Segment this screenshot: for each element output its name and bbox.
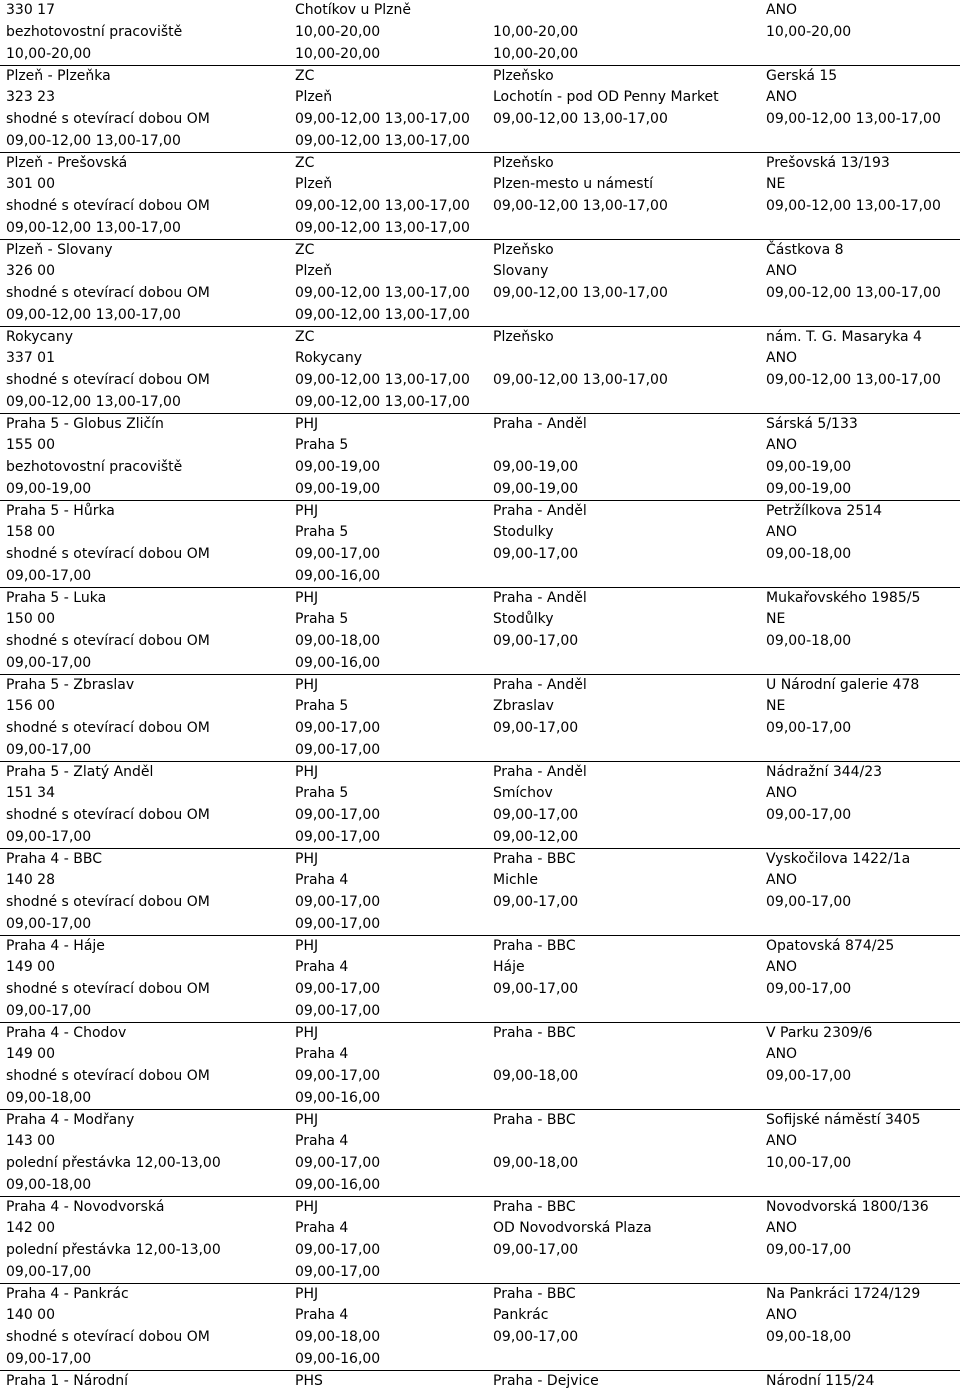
branch-hours-row [0,566,960,588]
branch-header-row [0,65,960,87]
branch-note: shodné s otevírací dobou OM [6,980,210,997]
branch-street: Nádražní 344/23 [766,764,883,781]
branch-type: PHJ [295,503,319,520]
hours-cell: 09,00-12,00 13,00-17,00 [6,393,181,410]
branch-hours-row [0,544,960,566]
hours-cell: 09,00-12,00 13,00-17,00 [295,110,470,127]
hours-cell: 10,00-20,00 [493,23,579,40]
branch-hours-row [0,1153,960,1175]
branch-region: Praha - BBC [493,851,576,868]
branch-type: PHJ [295,1112,319,1129]
branch-zip: 326 00 [6,263,55,279]
branch-name: Praha 5 - Zlatý Anděl [6,764,154,781]
hours-cell: 09,00-12,00 13,00-17,00 [6,132,181,149]
branch-city: Praha 4 [295,1133,349,1149]
branch-flag: ANO [766,437,798,453]
branch-flag: ANO [766,959,798,975]
branch-header-row [0,413,960,435]
branch-city: Rokycany [295,350,362,366]
hours-cell: 09,00-17,00 [295,915,381,932]
branch-city: Praha 4 [295,1220,349,1236]
branch-type: PHJ [295,590,319,607]
hours-cell: 09,00-17,00 [295,545,381,562]
branch-type: PHJ [295,764,319,781]
hours-cell: 09,00-18,00 [6,1089,92,1106]
branch-city: Praha 5 [295,437,349,453]
branch-header-row [0,326,960,348]
branch-note: shodné s otevírací dobou OM [6,632,210,649]
branch-hours-row [0,914,960,936]
branch-address-row [0,1218,960,1240]
branch-note: shodné s otevírací dobou OM [6,893,210,910]
branch-city: Praha 5 [295,698,349,714]
branch-address-row [0,261,960,283]
hours-cell: 09,00-18,00 [493,1154,579,1171]
branch-name: Praha 5 - Luka [6,590,107,607]
hours-cell: 09,00-12,00 13,00-17,00 [6,219,181,236]
hours-cell: 09,00-17,00 [295,806,381,823]
branch-hours-row [0,1349,960,1371]
hours-cell: 09,00-12,00 13,00-17,00 [766,110,941,127]
hours-cell: 09,00-17,00 [6,828,92,845]
branch-hours-row [0,1175,960,1197]
branch-name: Praha 4 - Novodvorská [6,1199,165,1216]
branch-region: Praha - BBC [493,1199,576,1216]
branch-address-row [0,348,960,370]
branch-hours-row [0,131,960,153]
hours-cell: 09,00-17,00 [766,806,852,823]
branch-hours-row [0,1066,960,1088]
branch-flag: ANO [766,89,798,105]
branch-hours-row [0,1327,960,1349]
branch-street: Gerská 15 [766,68,838,85]
branch-region: Praha - Anděl [493,416,587,433]
hours-cell: 09,00-18,00 [295,632,381,649]
hours-cell: 09,00-17,00 [493,632,579,649]
hours-cell: 09,00-17,00 [493,545,579,562]
hours-cell: 09,00-17,00 [766,719,852,736]
branch-header-row [0,1109,960,1131]
branch-street: nám. T. G. Masaryka 4 [766,329,922,346]
hours-cell: 10,00-20,00 [295,23,381,40]
hours-cell: 09,00-12,00 13,00-17,00 [295,306,470,323]
branch-city: Praha 5 [295,524,349,540]
hours-cell: 09,00-12,00 13,00-17,00 [766,197,941,214]
hours-cell: 09,00-12,00 13,00-17,00 [6,306,181,323]
branch-city: Plzeň [295,263,333,279]
branch-type: PHJ [295,677,319,694]
branch-address-row [0,0,960,22]
branch-address-row [0,957,960,979]
branch-header-row [0,1370,960,1392]
branch-city: Plzeň [295,89,333,105]
branch-flag: NE [766,176,786,192]
branch-street: Sofijské náměstí 3405 [766,1112,921,1129]
branch-district: Stodulky [493,524,554,540]
branch-note: shodné s otevírací dobou OM [6,806,210,823]
branch-note: shodné s otevírací dobou OM [6,545,210,562]
branch-district: Lochotín - pod OD Penny Market [493,89,719,105]
branch-flag: ANO [766,1307,798,1323]
branch-header-row [0,674,960,696]
hours-cell: 09,00-16,00 [295,654,381,671]
hours-cell: 10,00-20,00 [766,23,852,40]
branch-hours-row [0,44,960,66]
branch-region: Praha - BBC [493,1286,576,1303]
hours-cell: 09,00-17,00 [6,915,92,932]
branch-type: PHJ [295,416,319,433]
hours-cell: 09,00-17,00 [493,719,579,736]
branch-name: Praha 4 - Chodov [6,1025,127,1042]
hours-cell: 09,00-17,00 [493,893,579,910]
branch-name: Praha 1 - Národní [6,1373,129,1390]
hours-cell: 10,00-20,00 [493,45,579,62]
branch-city: Praha 4 [295,872,349,888]
branch-type: PHJ [295,851,319,868]
branch-hours-row [0,805,960,827]
branch-header-row [0,1022,960,1044]
branch-hours-row [0,305,960,327]
branch-address-row [0,1305,960,1327]
hours-cell: 10,00-20,00 [6,45,92,62]
branch-city: Praha 5 [295,611,349,627]
branch-street: Mukařovského 1985/5 [766,590,921,607]
branch-header-row [0,500,960,522]
branch-type: ZC [295,329,315,346]
branch-zip: 149 00 [6,959,55,975]
branch-zip: 330 17 [6,2,55,18]
branch-city: Praha 4 [295,1307,349,1323]
branch-note: shodné s otevírací dobou OM [6,197,210,214]
hours-cell: 09,00-17,00 [6,567,92,584]
hours-cell: 09,00-18,00 [6,1176,92,1193]
branch-address-row [0,783,960,805]
branch-name: Praha 4 - Háje [6,938,105,955]
branch-note: polední přestávka 12,00-13,00 [6,1241,221,1258]
branch-district: OD Novodvorská Plaza [493,1220,652,1236]
branch-street: Sárská 5/133 [766,416,858,433]
branch-zip: 143 00 [6,1133,55,1149]
branch-flag: ANO [766,350,798,366]
branch-header-row [0,761,960,783]
branch-zip: 140 28 [6,872,55,888]
branch-district: Michle [493,872,539,888]
branch-note: bezhotovostní pracoviště [6,458,183,475]
hours-cell: 09,00-18,00 [766,1328,852,1345]
branch-region: Praha - BBC [493,1025,576,1042]
branch-hours-row [0,653,960,675]
branch-hours-row [0,109,960,131]
branch-header-row [0,935,960,957]
hours-cell: 09,00-12,00 13,00-17,00 [493,110,668,127]
branch-hours-row [0,979,960,1001]
branch-street: Prešovská 13/193 [766,155,890,172]
branch-header-row [0,1283,960,1305]
hours-cell: 09,00-16,00 [295,1089,381,1106]
hours-cell: 09,00-16,00 [295,1350,381,1367]
branch-hours-row [0,827,960,849]
hours-cell: 09,00-12,00 13,00-17,00 [493,197,668,214]
hours-cell: 09,00-17,00 [766,1067,852,1084]
branch-name: Praha 5 - Hůrka [6,503,115,520]
branch-city: Praha 4 [295,1046,349,1062]
branch-hours-row [0,718,960,740]
branch-street: Vyskočilova 1422/1a [766,851,911,868]
branch-type: PHJ [295,1286,319,1303]
branch-header-row [0,239,960,261]
hours-cell: 09,00-18,00 [766,545,852,562]
branch-note: polední přestávka 12,00-13,00 [6,1154,221,1171]
hours-cell: 09,00-17,00 [6,1002,92,1019]
hours-cell: 09,00-12,00 [493,828,579,845]
branch-name: Praha 5 - Zbraslav [6,677,135,694]
branch-zip: 337 01 [6,350,55,366]
branch-hours-row [0,392,960,414]
branch-header-row [0,152,960,174]
branch-city: Praha 4 [295,959,349,975]
branch-street: Novodvorská 1800/136 [766,1199,929,1216]
hours-cell: 09,00-17,00 [295,828,381,845]
branch-type: ZC [295,68,315,85]
branch-address-row [0,522,960,544]
branch-street: Opatovská 874/25 [766,938,895,955]
hours-cell: 09,00-18,00 [766,632,852,649]
hours-cell: 09,00-19,00 [6,480,92,497]
branch-name: Rokycany [6,329,73,346]
branch-address-row [0,609,960,631]
branch-type: ZC [295,155,315,172]
hours-cell: 09,00-12,00 13,00-17,00 [493,284,668,301]
branch-region: Plzeňsko [493,329,554,346]
branch-street: Na Pankráci 1724/129 [766,1286,921,1303]
branch-zip: 158 00 [6,524,55,540]
branch-hours-row [0,22,960,44]
branch-district: Stodůlky [493,611,554,627]
hours-cell: 09,00-17,00 [295,1154,381,1171]
hours-cell: 09,00-17,00 [6,741,92,758]
branch-region: Praha - Dejvice [493,1373,599,1390]
hours-cell: 09,00-18,00 [493,1067,579,1084]
branch-name: Praha 4 - BBC [6,851,103,868]
branch-hours-row [0,740,960,762]
branch-region: Praha - Anděl [493,677,587,694]
branch-district: Háje [493,959,525,975]
hours-cell: 09,00-19,00 [493,480,579,497]
hours-cell: 09,00-19,00 [493,458,579,475]
hours-cell: 09,00-12,00 13,00-17,00 [295,371,470,388]
branch-header-row [0,1196,960,1218]
branch-street: V Parku 2309/6 [766,1025,873,1042]
branch-note: bezhotovostní pracoviště [6,23,183,40]
branch-hours-row [0,479,960,501]
branch-flag: ANO [766,2,798,18]
hours-cell: 09,00-12,00 13,00-17,00 [295,132,470,149]
branch-address-row [0,870,960,892]
branch-zip: 150 00 [6,611,55,627]
hours-cell: 09,00-17,00 [493,806,579,823]
branch-district: Pankrác [493,1307,549,1323]
branch-region: Praha - Anděl [493,764,587,781]
hours-cell: 09,00-17,00 [766,893,852,910]
branch-region: Plzeňsko [493,68,554,85]
branch-zip: 301 00 [6,176,55,192]
branch-zip: 142 00 [6,1220,55,1236]
hours-cell: 09,00-19,00 [766,480,852,497]
hours-cell: 09,00-12,00 13,00-17,00 [295,393,470,410]
hours-cell: 09,00-17,00 [295,893,381,910]
hours-cell: 09,00-19,00 [295,480,381,497]
branch-name: Praha 4 - Pankrác [6,1286,129,1303]
branch-district: Zbraslav [493,698,554,714]
branch-type: PHJ [295,1199,319,1216]
branch-note: shodné s otevírací dobou OM [6,1067,210,1084]
branch-district: Slovany [493,263,549,279]
branch-hours-row [0,196,960,218]
branch-flag: ANO [766,1046,798,1062]
branch-type: PHS [295,1373,323,1390]
hours-cell: 09,00-17,00 [493,1328,579,1345]
branch-region: Praha - BBC [493,938,576,955]
branch-note: shodné s otevírací dobou OM [6,1328,210,1345]
hours-cell: 09,00-17,00 [766,980,852,997]
branch-flag: ANO [766,872,798,888]
branch-district: Plzen-mesto u námestí [493,176,653,192]
branch-zip: 323 23 [6,89,55,105]
hours-cell: 09,00-12,00 13,00-17,00 [766,371,941,388]
hours-cell: 09,00-12,00 13,00-17,00 [766,284,941,301]
branch-zip: 140 00 [6,1307,55,1323]
branch-street: Částkova 8 [766,242,844,259]
branch-flag: ANO [766,1220,798,1236]
branch-region: Plzeňsko [493,155,554,172]
hours-cell: 09,00-17,00 [766,1241,852,1258]
branch-header-row [0,587,960,609]
hours-cell: 09,00-17,00 [295,1002,381,1019]
hours-cell: 09,00-17,00 [295,980,381,997]
branch-type: PHJ [295,938,319,955]
hours-cell: 09,00-16,00 [295,567,381,584]
branch-city: Plzeň [295,176,333,192]
hours-cell: 10,00-20,00 [295,45,381,62]
hours-cell: 09,00-17,00 [295,741,381,758]
branch-hours-row [0,631,960,653]
branch-note: shodné s otevírací dobou OM [6,719,210,736]
branch-hours-row [0,892,960,914]
branch-hours-row [0,370,960,392]
branch-note: shodné s otevírací dobou OM [6,284,210,301]
branch-hours-row [0,1262,960,1284]
hours-cell: 09,00-17,00 [6,1350,92,1367]
branch-hours-row [0,218,960,240]
hours-cell: 09,00-17,00 [295,1241,381,1258]
branch-type: PHJ [295,1025,319,1042]
branch-region: Praha - Anděl [493,590,587,607]
hours-cell: 09,00-12,00 13,00-17,00 [493,371,668,388]
branch-note: shodné s otevírací dobou OM [6,371,210,388]
branch-district: Smíchov [493,785,553,801]
hours-cell: 09,00-17,00 [295,719,381,736]
branch-name: Plzeň - Slovany [6,242,113,259]
branch-note: shodné s otevírací dobou OM [6,110,210,127]
hours-cell: 09,00-17,00 [493,1241,579,1258]
branch-hours-row [0,1088,960,1110]
branch-hours-row [0,457,960,479]
branch-city: Chotíkov u Plzně [295,2,411,18]
hours-cell: 09,00-19,00 [766,458,852,475]
branch-address-row [0,1044,960,1066]
hours-cell: 09,00-17,00 [6,1263,92,1280]
branch-address-row [0,174,960,196]
branch-flag: NE [766,698,786,714]
hours-cell: 09,00-16,00 [295,1176,381,1193]
branch-street: U Národní galerie 478 [766,677,920,694]
hours-cell: 09,00-19,00 [295,458,381,475]
branch-name: Praha 5 - Globus Zličín [6,416,164,433]
branch-hours-row [0,1001,960,1023]
hours-cell: 10,00-17,00 [766,1154,852,1171]
branch-address-row [0,1131,960,1153]
hours-cell: 09,00-12,00 13,00-17,00 [295,219,470,236]
branch-header-row [0,848,960,870]
branch-region: Praha - BBC [493,1112,576,1129]
branch-flag: ANO [766,785,798,801]
branch-address-row [0,87,960,109]
hours-cell: 09,00-12,00 13,00-17,00 [295,197,470,214]
branch-name: Plzeň - Plzeňka [6,68,111,85]
hours-cell: 09,00-17,00 [295,1263,381,1280]
branch-zip: 149 00 [6,1046,55,1062]
hours-cell: 09,00-12,00 13,00-17,00 [295,284,470,301]
hours-cell: 09,00-17,00 [493,980,579,997]
branch-flag: ANO [766,524,798,540]
branch-region: Plzeňsko [493,242,554,259]
branch-region: Praha - Anděl [493,503,587,520]
branch-name: Plzeň - Prešovská [6,155,128,172]
branch-street: Národní 115/24 [766,1373,875,1390]
branch-type: ZC [295,242,315,259]
branch-name: Praha 4 - Modřany [6,1112,135,1129]
branch-flag: NE [766,611,786,627]
hours-cell: 09,00-17,00 [6,654,92,671]
hours-cell: 09,00-17,00 [295,1067,381,1084]
hours-cell: 09,00-18,00 [295,1328,381,1345]
branch-zip: 156 00 [6,698,55,714]
branch-hours-row [0,283,960,305]
branch-address-row [0,696,960,718]
branch-street: Petržílkova 2514 [766,503,883,520]
branch-flag: ANO [766,263,798,279]
branch-zip: 151 34 [6,785,55,801]
branch-hours-row [0,1240,960,1262]
branch-flag: ANO [766,1133,798,1149]
branch-address-row [0,435,960,457]
branch-city: Praha 5 [295,785,349,801]
branch-zip: 155 00 [6,437,55,453]
